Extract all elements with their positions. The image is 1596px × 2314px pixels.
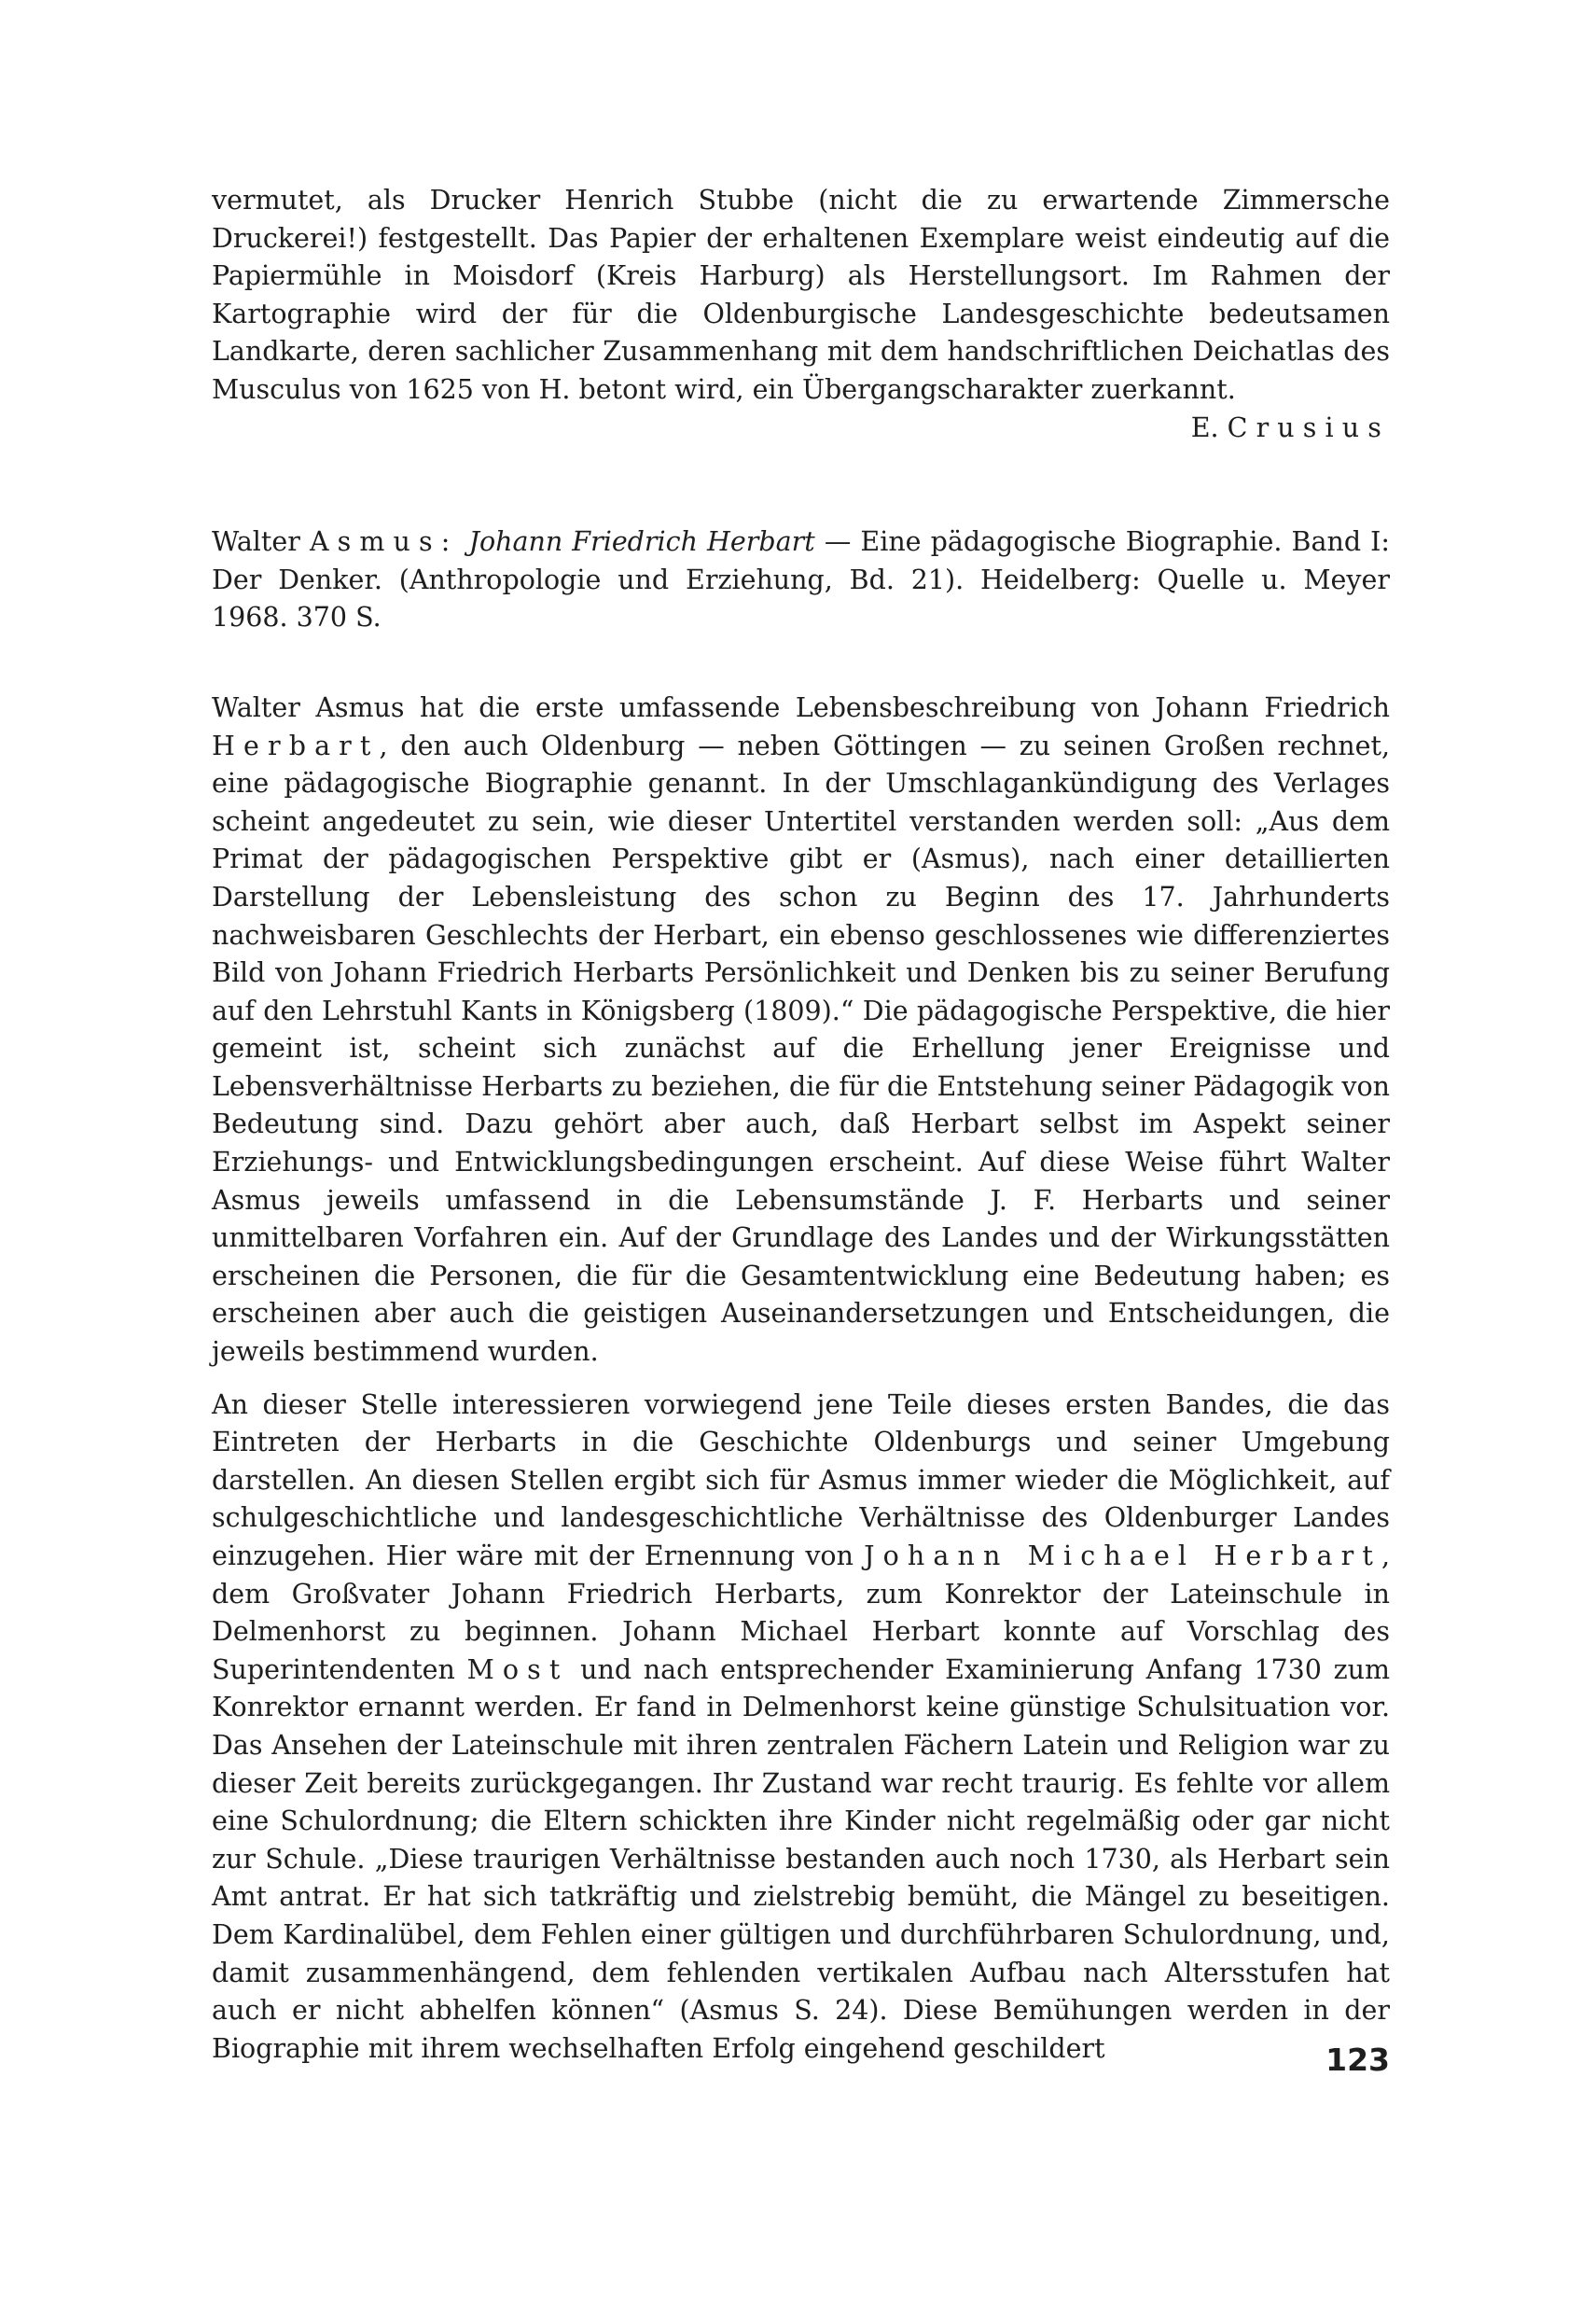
paragraph-2-part-1: An dieser Stelle interessieren vorwiegend jene Teile dieses ersten Bandes, die das Eintreten der Herbarts in die Geschichte Oldenburgs und seiner Umgebung darstellen. An diesen Stellen ergibt sich für Asmus immer wieder die Möglichkeit, auf schulgeschichtliche und landesgeschichtliche Verhältnisse des Oldenburger Landes einzugehen. Hier wäre mit der Ernennung von bbox=[212, 1388, 1390, 1571]
paragraph-1-part-1: Walter Asmus hat die erste umfassende Lebensbeschreibung von Johann Friedrich bbox=[212, 691, 1390, 723]
page-number: 123 bbox=[1325, 2042, 1390, 2078]
review-paragraph-2 bbox=[212, 1387, 1390, 2069]
paragraph-1-part-2: , den auch Oldenburg — neben Göttingen — zu seinen Großen rechnet, eine pädagogische Biographie genannt. In der Umschlagankündigung des Verlages scheint angedeutet zu sein, wie dieser Untertitel verstanden werden soll: „Aus dem Primat der pädagogischen Perspektive gibt er (Asmus), nach einer detaillierten Darstellung der Lebensleistung des schon zu Beginn des 17. Jahrhunderts nachweisbaren Geschlechts der Herbart, ein ebenso geschlossenes wie differenziertes Bild von Johann Friedrich Herbarts Persönlichkeit und Denken bis zu seiner Berufung auf den Lehrstuhl Kants in Königsberg (1809).“ Die pädagogische Perspektive, die hier gemeint ist, scheint sich zunächst auf die Erhellung jener Ereignisse und Lebensverhältnisse Herbarts zu beziehen, die für die Entstehung seiner Pädagogik von Bedeutung sind. Dazu gehört aber auch, daß Herbart selbst im Aspekt seiner Erziehungs- und Entwicklungsbedingungen erscheint. Auf diese Weise führt Walter Asmus jeweils umfassend in die Lebensumstände J. F. Herbarts und seiner unmittelbaren Vorfahren ein. Auf der Grundlage des Landes und der Wirkungsstätten erscheinen die Personen, die für die Gesamtentwicklung eine Bedeutung haben; es erscheinen aber auch die geistigen Auseinandersetzungen und Entscheidungen, die jeweils bestimmend wurden. bbox=[212, 730, 1390, 1368]
spaced-name-herbart: Herbart bbox=[212, 730, 380, 761]
reviewer-initial: E. bbox=[1190, 411, 1219, 443]
citation-author-surname: Asmus bbox=[309, 526, 441, 558]
spaced-name-most: Most bbox=[466, 1653, 569, 1685]
book-citation bbox=[212, 523, 1390, 637]
review-paragraph-1 bbox=[212, 690, 1390, 1372]
citation-colon: : bbox=[440, 526, 451, 558]
paragraph-2-part-3: und nach entsprechender Examinierung Anfang 1730 zum Konrektor ernannt werden. Er fand in Delmenhorst keine günstige Schulsituation vor. Das Ansehen der Lateinschule mit ihren zentralen Fächern Latein und Religion war zu dieser Zeit bereits zurückgegangen. Ihr Zustand war recht traurig. Es fehlte vor allem eine Schulordnung; die Eltern schickten ihre Kinder nicht regelmäßig oder gar nicht zur Schule. „Diese traurigen Verhältnisse bestanden auch noch 1730, als Herbart sein Amt antrat. Er hat sich tatkräftig und zielstrebig bemüht, die Mängel zu beseitigen. Dem Kardinalübel, dem Fehlen einer gültigen und durchführbaren Schulordnung, und, damit zusammenhängend, dem fehlenden vertikalen Aufbau nach Altersstufen hat auch er nicht abhelfen können“ (Asmus S. 24). Diese Bemühungen werden in der Biographie mit ihrem wechselhaften Erfolg eingehend geschildert bbox=[212, 1653, 1390, 2064]
paragraph-2-part-2: , dem Großvater Johann Friedrich Herbarts, zum Konrektor der Lateinschule in Delmenhorst zu beginnen. Johann Michael Herbart konnte auf Vorschlag des Superintendenten bbox=[212, 1540, 1390, 1685]
review-continuation-paragraph bbox=[212, 182, 1390, 410]
spaced-name-johann-michael-herbart: Johann Michael Herbart bbox=[864, 1540, 1381, 1571]
citation-details: — Eine pädagogische Biographie. Band I: Der Denker. (Anthropologie und Erziehung, Bd. 21). Heidelberg: Quelle u. Meyer 1968. 370 S. bbox=[212, 526, 1391, 634]
reviewer-signature bbox=[212, 410, 1390, 448]
reviewer-surname: Crusius bbox=[1227, 411, 1390, 443]
citation-author-first: Walter bbox=[212, 526, 300, 558]
continuation-text: vermutet, als Drucker Henrich Stubbe (nicht die zu erwartende Zimmersche Druckerei!) festgestellt. Das Papier der erhaltenen Exemplare weist eindeutig auf die Papiermühle in Moisdorf (Kreis Harburg) als Herstellungsort. Im Rahmen der Kartographie wird der für die Oldenburgische Landesgeschichte bedeutsamen Landkarte, deren sachlicher Zusammenhang mit dem handschriftlichen Deichatlas des Musculus von 1625 von H. betont wird, ein Übergangscharakter zuerkannt. bbox=[212, 185, 1390, 405]
page-body bbox=[212, 182, 1390, 2068]
citation-title: Johann Friedrich Herbart bbox=[468, 526, 815, 558]
